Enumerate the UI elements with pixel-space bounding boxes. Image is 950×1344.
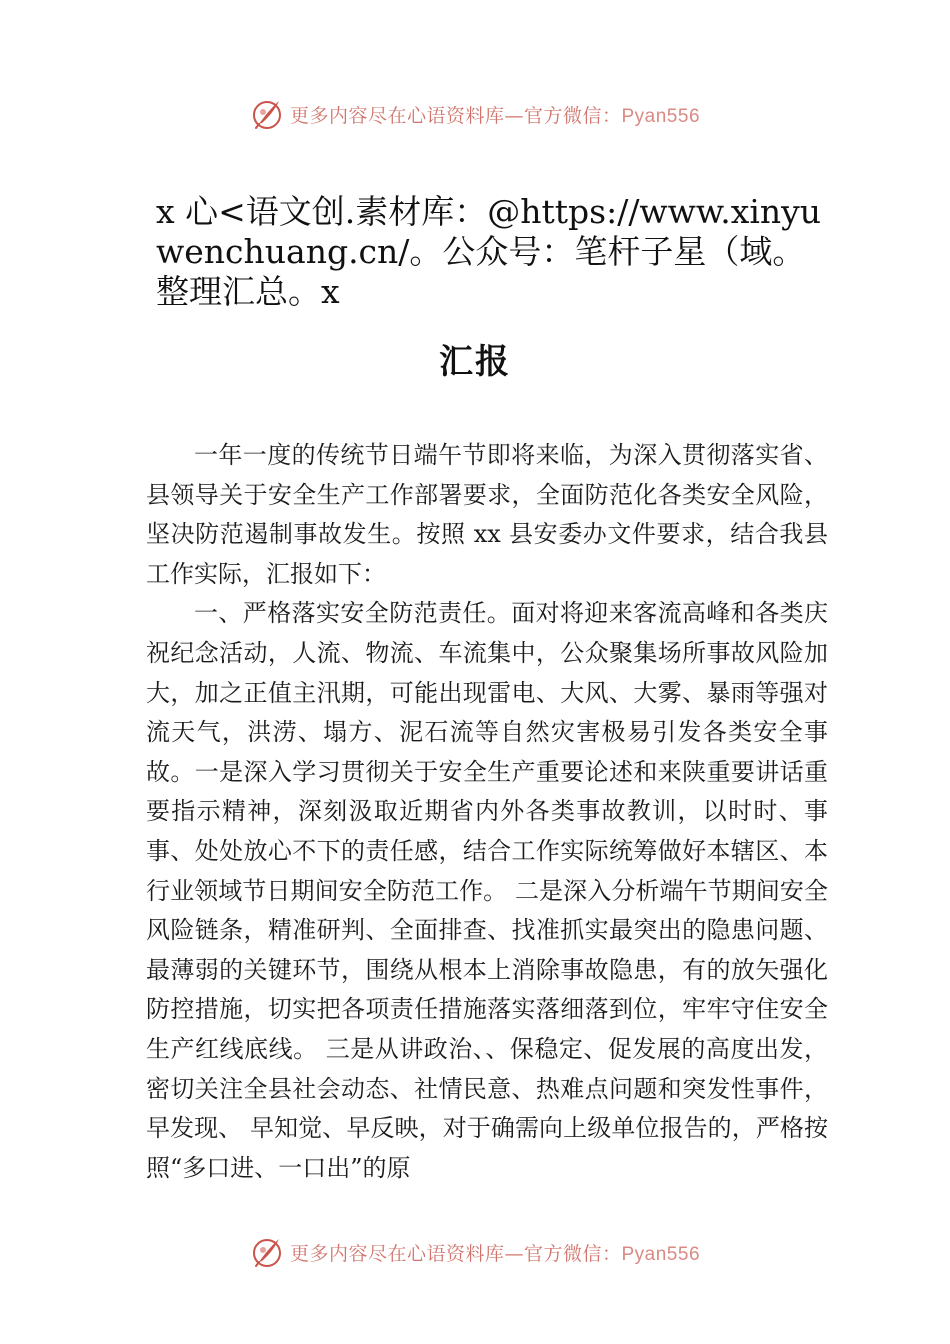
watermark-text [290,1239,700,1266]
quill-logo-icon [250,1235,284,1269]
document-title: 汇报 [439,342,511,382]
source-note: x 心<语文创.素材库：@https://www.xinyuwenchuang.cn/。公众号：笔杆子星（域。整理汇总。x [156,192,822,311]
watermark-banner-bottom [0,1232,950,1272]
watermark-dash: — [504,1242,524,1265]
watermark-banner-top [0,94,950,134]
quill-logo-icon [250,97,284,131]
watermark-wechat-label: 官方微信： [523,1242,622,1265]
watermark-wechat-id: Pyan556 [621,105,701,127]
paragraph-section-1: 一、严格落实安全防范责任。面对将迎来客流高峰和各类庆祝纪念活动，人流、物流、车流集中，公众聚集场所事故风险加大，加之正值主汛期，可能出现雷电、大风、大雾、暴雨等强对流天气，洪涝、塌方、泥石流等自然灾害极易引发各类安全事故。一是深入学习贯彻关于安全生产重要论述和来陕重要讲话重要指示精神，深刻汲取近期省内外各类事故教训，以时时、事事、处处放心不下的责任感，结合工作实际统筹做好本辖区、本行业领域节日期间安全防范工作。 二是深入分析端午节期间安全风险链条，精准研判、全面排查、找准抓实最突出的隐患问题、最薄弱的关键环节，围绕从根本上消除事故隐患，有的放矢强化防控措施，切实把各项责任措施落实落细落到位，牢牢守住安全生产红线底线。 三是从讲政治、、保稳定、促发展的高度出发，密切关注全县社会动态、社情民意、热难点问题和突发性事件，早发现、 早知觉、早反映，对于确需向上级单位报告的，严格按照“多口进、一口出”的原 [146,599,828,1182]
watermark-wechat-id: Pyan556 [621,1243,701,1265]
paragraph-intro: 一年一度的传统节日端午节即将来临，为深入贯彻落实省、县领导关于安全生产工作部署要求，全面防范化各类安全风险，坚决防范遏制事故发生。按照 xx 县安委办文件要求，结合我县工作实际，汇报如下： [146,441,828,588]
watermark-dash: — [504,104,524,127]
watermark-text [290,101,700,128]
watermark-wechat-label: 官方微信： [523,104,622,127]
watermark-site-text: 更多内容尽在心语资料库 [289,104,505,127]
document-body [146,436,828,1188]
watermark-site-text: 更多内容尽在心语资料库 [289,1242,505,1265]
